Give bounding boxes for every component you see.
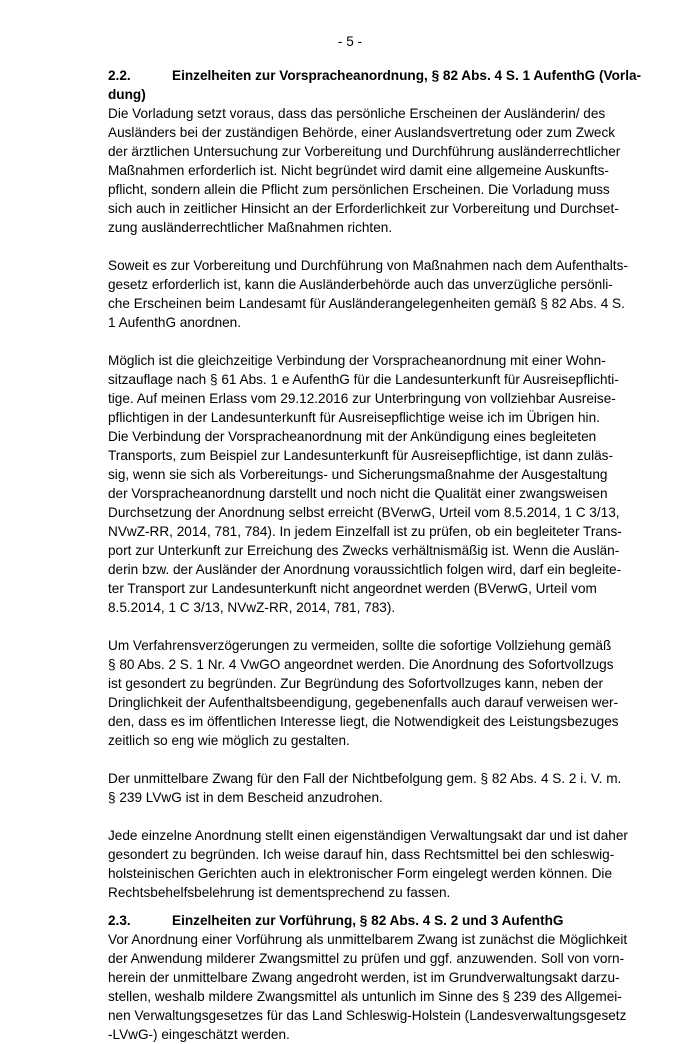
text-line: gesetz erforderlich ist, kann die Ausländerbehörde auch das unverzügliche persönli- [108,277,613,292]
text-line: Möglich ist die gleichzeitige Verbindung der Vorspracheanordnung mit einer Wohn- [108,353,606,368]
text-line: Transports, zum Beispiel zur Landesunterkunft für Ausreisepflichtige, ist dann zuläs- [108,448,613,463]
text-line: Jede einzelne Anordnung stellt einen eigenständigen Verwaltungsakt dar und ist daher [108,828,628,843]
text-line: -LVwG-) eingeschätzt werden. [108,1027,290,1042]
text-line: Der unmittelbare Zwang für den Fall der Nichtbefolgung gem. § 82 Abs. 4 S. 2 i. V. m. [108,771,622,786]
heading-line [108,911,656,930]
text-line: 1 AufenthG anordnen. [108,315,242,330]
section-heading-2-3 [108,911,656,930]
paragraph [108,636,656,750]
text-line: pflicht, sondern allein die Pflicht zum persönlichen Erscheinen. Die Vorladung muss [108,182,610,197]
section-heading-2-2 [108,66,656,104]
text-line: Rechtsbehelfsbelehrung ist dementsprechend zu fassen. [108,885,451,900]
text-line: § 239 LVwG ist in dem Bescheid anzudrohen. [108,790,383,805]
text-line: Soweit es zur Vorbereitung und Durchführung von Maßnahmen nach dem Aufenthalts- [108,258,628,273]
text-line: port zur Unterkunft zur Erreichung des Zwecks verhältnismäßig ist. Wenn die Auslän- [108,543,620,558]
page-number: - 5 - [337,34,363,49]
text-line: Dringlichkeit der Aufenthaltsbeendigung, gegebenenfalls auch darauf verweisen wer- [108,695,619,710]
text-line: sig, wenn sie sich als Vorbereitungs- und Sicherungsmaßnahme der Ausgestaltung [108,467,608,482]
text-line: che Erscheinen beim Landesamt für Ausländerangelegenheiten gemäß § 82 Abs. 4 S. [108,296,625,311]
text-line: den, dass es im öffentlichen Interesse liegt, die Notwendigkeit des Leistungsbezuges [108,714,619,729]
paragraph [108,256,656,332]
text-line: zung ausländerrechtlicher Maßnahmen richten. [108,220,393,235]
text-line: NVwZ-RR, 2014, 781, 784). In jedem Einzelfall ist zu prüfen, ob ein begleiteter Trans- [108,524,622,539]
text-line: Vor Anordnung einer Vorführung als unmittelbarem Zwang ist zunächst die Möglichkeit [108,932,628,947]
text-line: Maßnahmen erforderlich ist. Nicht begründet wird damit eine allgemeine Auskunfts- [108,163,609,178]
text-line: holsteinischen Gerichten auch in elektronischer Form eingelegt werden können. Die [108,866,613,881]
text-line: der Vorspracheanordnung darstellt und noch nicht die Qualität einer zwangsweisen [108,486,608,501]
text-line: Ausländers bei der zuständigen Behörde, einer Auslandsvertretung oder zum Zweck [108,125,616,140]
text-line: nen Verwaltungsgesetzes für das Land Schleswig-Holstein (Landesverwaltungsgesetz [108,1008,627,1023]
text-line: gesondert zu begründen. Ich weise darauf hin, dass Rechtsmittel bei den schleswig- [108,847,615,862]
section-number: 2.2. [108,68,131,83]
text-line: tige. Auf meinen Erlass vom 29.12.2016 zur Unterbringung von vollziehbar Ausreise- [108,391,616,406]
text-line: ist gesondert zu begründen. Zur Begründung des Sofortvollzuges kann, neben der [108,676,603,691]
paragraph [108,351,656,617]
text-line: Durchsetzung der Anordnung selbst erreicht (BVerwG, Urteil vom 8.5.2014, 1 C 3/13, [108,505,620,520]
heading-line [108,85,656,104]
text-line: sich auch in zeitlicher Hinsicht an der Erforderlichkeit zur Vorbereitung und Durchset- [108,201,619,216]
section-title: Einzelheiten zur Vorführung, § 82 Abs. 4 S. 2 und 3 AufenthG [172,913,564,928]
paragraph [108,104,656,237]
text-line: § 80 Abs. 2 S. 1 Nr. 4 VwGO angeordnet werden. Die Anordnung des Sofortvollzugs [108,657,614,672]
text-line: der Anwendung milderer Zwangsmittel zu prüfen und ggf. anzuwenden. Soll von vorn- [108,951,625,966]
section-title-continued: dung) [108,87,146,102]
text-line: derin bzw. der Ausländer der Anordnung voraussichtlich folgen wird, darf ein begleite- [108,562,622,577]
text-line: sitzauflage nach § 61 Abs. 1 e AufenthG für die Landesunterkunft für Ausreisepflichti- [108,372,619,387]
document-body [108,66,656,1044]
text-line: Um Verfahrensverzögerungen zu vermeiden, sollte die sofortige Vollziehung gemäß [108,638,612,653]
text-line: Die Vorladung setzt voraus, dass das persönliche Erscheinen der Ausländerin/ des [108,106,606,121]
text-line: ter Transport zur Landesunterkunft nicht angeordnet werden (BVerwG, Urteil vom [108,581,597,596]
text-line: der ärztlichen Untersuchung zur Vorbereitung und Durchführung ausländerrechtlicher [108,144,621,159]
text-line: 8.5.2014, 1 C 3/13, NVwZ-RR, 2014, 781, 783). [108,600,396,615]
text-line: pflichtigen in der Landesunterkunft für Ausreisepflichtige weise ich im Übrigen hin. [108,410,600,425]
text-line: herein der unmittelbare Zwang angedroht werden, ist im Grundverwaltungsakt darzu- [108,970,620,985]
paragraph [108,769,656,807]
paragraph [108,826,656,902]
text-line: zeitlich so eng wie möglich zu gestalten. [108,733,350,748]
paragraph [108,930,656,1044]
text-line: Die Verbindung der Vorspracheanordnung mit der Ankündigung eines begleiteten [108,429,597,444]
section-title: Einzelheiten zur Vorspracheanordnung, § 82 Abs. 4 S. 1 AufenthG (Vorla- [172,68,642,83]
text-line: stellen, weshalb mildere Zwangsmittel als untunlich im Sinne des § 239 des Allgemei- [108,989,622,1004]
heading-line [108,66,656,85]
section-number: 2.3. [108,913,131,928]
